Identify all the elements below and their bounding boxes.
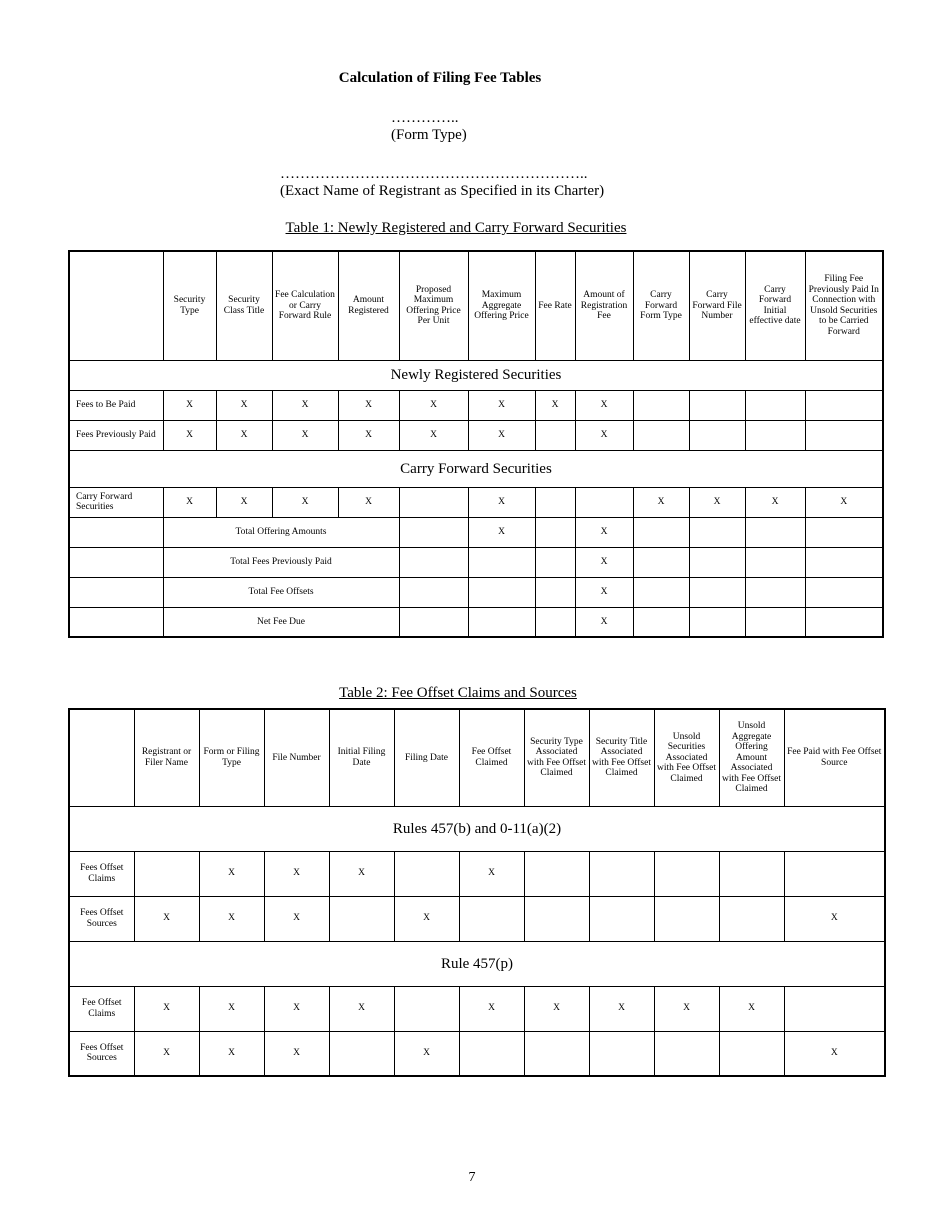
table-cell: X (216, 487, 272, 517)
table-row (69, 607, 883, 637)
table-cell (633, 547, 689, 577)
table-cell: X (338, 390, 399, 420)
header-cell: Carry Forward File Number (689, 251, 745, 360)
table-cell (394, 986, 459, 1031)
row-label: Fees Offset Claims (69, 851, 134, 896)
table-row (69, 577, 883, 607)
table-cell (535, 607, 575, 637)
table-cell: X (394, 1031, 459, 1076)
table-cell: X (535, 390, 575, 420)
table-cell (633, 577, 689, 607)
table-cell (745, 577, 805, 607)
table-cell (745, 390, 805, 420)
table-cell (805, 577, 883, 607)
table-cell (468, 577, 535, 607)
total-label: Total Fees Previously Paid (163, 547, 399, 577)
table-cell (745, 420, 805, 450)
table-cell (69, 517, 163, 547)
header-cell: Amount Registered (338, 251, 399, 360)
table-cell: X (134, 986, 199, 1031)
header-cell: Carry Forward Initial effective date (745, 251, 805, 360)
table-cell: X (745, 487, 805, 517)
table-cell (784, 851, 885, 896)
table-cell: X (399, 420, 468, 450)
table-row (69, 420, 883, 450)
table-cell: X (468, 487, 535, 517)
table-row (69, 517, 883, 547)
table-cell (524, 1031, 589, 1076)
section-row (69, 941, 885, 986)
table-cell (575, 487, 633, 517)
table-cell (535, 547, 575, 577)
table-row (69, 487, 883, 517)
total-label: Total Fee Offsets (163, 577, 399, 607)
table-cell: X (199, 1031, 264, 1076)
table-cell (784, 986, 885, 1031)
table-cell (805, 607, 883, 637)
total-label: Net Fee Due (163, 607, 399, 637)
table-cell: X (338, 420, 399, 450)
table-cell: X (329, 986, 394, 1031)
table-cell: X (575, 420, 633, 450)
table1-caption: Table 1: Newly Registered and Carry Forward Securities (285, 220, 627, 236)
table-cell (689, 547, 745, 577)
table-cell (535, 487, 575, 517)
header-cell: Unsold Securities Associated with Fee Offset Claimed (654, 709, 719, 806)
table-cell (69, 547, 163, 577)
table-cell: X (575, 390, 633, 420)
table2-fee-offset-claims-sources (68, 708, 886, 1077)
table-cell (633, 390, 689, 420)
table-cell (134, 851, 199, 896)
header-cell: Security Title Associated with Fee Offset Claimed (589, 709, 654, 806)
header-cell: Carry Forward Form Type (633, 251, 689, 360)
table-cell: X (805, 487, 883, 517)
table-cell: X (575, 607, 633, 637)
table-cell (399, 607, 468, 637)
header-cell: Filing Fee Previously Paid In Connection with Unsold Securities to be Carried Forward (805, 251, 883, 360)
table-cell: X (216, 420, 272, 450)
document-title: Calculation of Filing Fee Tables (338, 70, 542, 86)
page-number: 7 (468, 1170, 476, 1185)
row-label: Fees Offset Sources (69, 896, 134, 941)
table-cell (468, 607, 535, 637)
table-cell: X (654, 986, 719, 1031)
table-row (69, 1031, 885, 1076)
table-cell (524, 896, 589, 941)
table-cell (69, 607, 163, 637)
row-label: Fees to Be Paid (69, 390, 163, 420)
table-cell (689, 390, 745, 420)
table-cell (399, 547, 468, 577)
table-cell: X (399, 390, 468, 420)
table-cell: X (524, 986, 589, 1031)
header-cell: Proposed Maximum Offering Price Per Unit (399, 251, 468, 360)
table-cell (805, 547, 883, 577)
section-heading: Rules 457(b) and 0-11(a)(2) (69, 806, 885, 851)
table2-caption: Table 2: Fee Offset Claims and Sources (339, 685, 577, 701)
table-cell: X (134, 896, 199, 941)
header-cell: Security Class Title (216, 251, 272, 360)
table-cell (468, 547, 535, 577)
table-cell (459, 896, 524, 941)
registrant-name-placeholder: …………………………………………………….. (280, 166, 588, 182)
table-cell (654, 1031, 719, 1076)
table-cell (805, 420, 883, 450)
table-cell (689, 577, 745, 607)
section-row (69, 450, 883, 487)
section-row (69, 806, 885, 851)
header-cell: Fee Calculation or Carry Forward Rule (272, 251, 338, 360)
table-cell: X (468, 390, 535, 420)
header-cell: Security Type (163, 251, 216, 360)
table-cell (719, 851, 784, 896)
header-cell: Filing Date (394, 709, 459, 806)
table-cell: X (589, 986, 654, 1031)
table-cell (633, 420, 689, 450)
header-cell: Security Type Associated with Fee Offset Claimed (524, 709, 589, 806)
table-cell (459, 1031, 524, 1076)
table-cell (589, 1031, 654, 1076)
header-cell: Fee Paid with Fee Offset Source (784, 709, 885, 806)
row-label: Fees Previously Paid (69, 420, 163, 450)
table-cell (399, 487, 468, 517)
table-cell: X (163, 390, 216, 420)
form-type-label: (Form Type) (391, 127, 467, 143)
table-cell: X (459, 986, 524, 1031)
table-cell (745, 517, 805, 547)
table-cell: X (163, 420, 216, 450)
table1-newly-registered-carry-forward (68, 250, 884, 638)
table-row (69, 390, 883, 420)
table-cell (805, 517, 883, 547)
form-type-placeholder: ………….. (391, 110, 459, 126)
table-cell: X (272, 487, 338, 517)
table-cell (535, 420, 575, 450)
row-label: Carry Forward Securities (69, 487, 163, 517)
table-cell: X (272, 390, 338, 420)
table-cell (633, 607, 689, 637)
table-cell: X (784, 1031, 885, 1076)
registrant-name-label: (Exact Name of Registrant as Specified in its Charter) (280, 183, 605, 199)
table-cell: X (264, 1031, 329, 1076)
table-cell (719, 1031, 784, 1076)
table-row (69, 896, 885, 941)
table-cell (805, 390, 883, 420)
table2-header-row (69, 709, 885, 806)
table-cell (654, 851, 719, 896)
table-cell: X (575, 517, 633, 547)
table-cell (589, 851, 654, 896)
row-label: Fees Offset Sources (69, 1031, 134, 1076)
table-cell: X (199, 986, 264, 1031)
header-cell: File Number (264, 709, 329, 806)
table-cell (689, 420, 745, 450)
header-cell: Amount of Registration Fee (575, 251, 633, 360)
header-cell: Fee Offset Claimed (459, 709, 524, 806)
section-row (69, 360, 883, 390)
table-cell: X (338, 487, 399, 517)
table-cell: X (264, 986, 329, 1031)
table-cell (654, 896, 719, 941)
table-cell: X (689, 487, 745, 517)
header-cell: Fee Rate (535, 251, 575, 360)
table-cell (745, 607, 805, 637)
table-cell: X (199, 896, 264, 941)
table-cell (69, 577, 163, 607)
table-cell: X (264, 851, 329, 896)
table-cell (719, 896, 784, 941)
table-cell: X (199, 851, 264, 896)
table-cell: X (575, 577, 633, 607)
table-row (69, 986, 885, 1031)
table-cell (524, 851, 589, 896)
table-cell: X (394, 896, 459, 941)
header-cell: Maximum Aggregate Offering Price (468, 251, 535, 360)
table-cell (329, 1031, 394, 1076)
header-cell: Form or Filing Type (199, 709, 264, 806)
table-row (69, 851, 885, 896)
table-cell: X (163, 487, 216, 517)
table-cell (399, 517, 468, 547)
table-cell (535, 517, 575, 547)
row-label: Fee Offset Claims (69, 986, 134, 1031)
table-cell (589, 896, 654, 941)
section-heading: Rule 457(p) (69, 941, 885, 986)
header-cell: Initial Filing Date (329, 709, 394, 806)
header-cell (69, 251, 163, 360)
table-cell (329, 896, 394, 941)
header-cell (69, 709, 134, 806)
table-cell (633, 517, 689, 547)
table-cell: X (459, 851, 524, 896)
table-cell (745, 547, 805, 577)
table-cell (535, 577, 575, 607)
header-cell: Unsold Aggregate Offering Amount Associated with Fee Offset Claimed (719, 709, 784, 806)
table-cell (399, 577, 468, 607)
table-cell: X (468, 517, 535, 547)
table-row (69, 547, 883, 577)
table-cell (689, 607, 745, 637)
table-cell: X (272, 420, 338, 450)
table-cell: X (216, 390, 272, 420)
section-heading: Carry Forward Securities (69, 450, 883, 487)
header-cell: Registrant or Filer Name (134, 709, 199, 806)
table-cell: X (633, 487, 689, 517)
table-cell: X (719, 986, 784, 1031)
table-cell: X (575, 547, 633, 577)
total-label: Total Offering Amounts (163, 517, 399, 547)
table-cell: X (784, 896, 885, 941)
table-cell: X (329, 851, 394, 896)
table-cell: X (134, 1031, 199, 1076)
table1-header-row (69, 251, 883, 360)
section-heading: Newly Registered Securities (69, 360, 883, 390)
table-cell (689, 517, 745, 547)
table-cell (394, 851, 459, 896)
table-cell: X (468, 420, 535, 450)
table-cell: X (264, 896, 329, 941)
